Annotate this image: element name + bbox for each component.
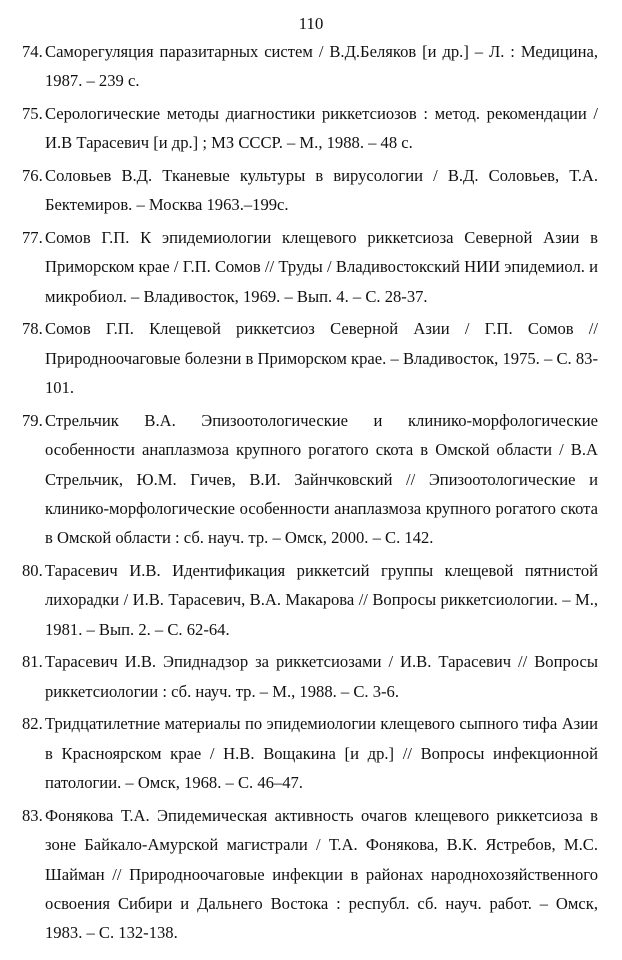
reference-item xyxy=(0,161,622,220)
reference-text: Тарасевич И.В. Идентификация риккетсий группы клещевой пятнистой лихорадки / И.В. Тарасевич, В.А. Макарова // Вопросы риккетсиологии. – М., 1981. – Вып. 2. – С. 62-64. xyxy=(45,561,598,639)
reference-number: 75. xyxy=(22,104,43,123)
reference-text: Стрельчик В.А. Эпизоотологические и клинико-морфологические особенности анаплазмоза крупного рогатого скота в Омской области / В.А Стрельчик, Ю.М. Гичев, В.И. Зайнчковский // Эпизоотологические и клинико-морфологические особенности анаплазмоза крупного рогатого скота в Омской области : сб. науч. тр. – Омск, 2000. – С. 142. xyxy=(45,410,598,548)
reference-number: 82. xyxy=(22,714,43,734)
reference-text: Сомов Г.П. К эпидемиологии клещевого риккетсиоза Северной Азии в Приморском крае / Г.П. Сомов // Труды / Владивостокский НИИ эпидемиол. и микробиол. – Владивосток, 1969. – Вып. 4. – С. 28-37. xyxy=(45,228,598,306)
reference-number: 79. xyxy=(22,410,43,430)
reference-list xyxy=(0,37,622,951)
reference-number: 78. xyxy=(22,319,43,339)
reference-number: 74. xyxy=(22,42,43,61)
reference-item xyxy=(0,99,622,158)
page-number: 110 xyxy=(298,14,324,33)
reference-item xyxy=(0,709,622,797)
reference-item xyxy=(0,37,622,96)
reference-item xyxy=(0,223,622,311)
reference-text: Фонякова Т.А. Эпидемическая активность очагов клещевого риккетсиоза в зоне Байкало-Амурской магистрали / Т.А. Фонякова, В.К. Ястребов, М.С. Шайман // Природноочаговые инфекции в районах народнохозяйственного освоения Сибири и Дальнего Востока : республ. сб. науч. работ. – Омск, 1983. – С. 132-138. xyxy=(45,805,598,943)
reference-number: 80. xyxy=(22,561,43,581)
reference-text: Тарасевич И.В. Эпиднадзор за риккетсиозами / И.В. Тарасевич // Вопросы риккетсиологии : сб. науч. тр. – М., 1988. – С. 3-6. xyxy=(45,652,598,701)
reference-item xyxy=(0,801,622,948)
reference-text: Соловьев В.Д. Тканевые культуры в вирусологии / В.Д. Соловьев, Т.А. Бектемиров. – Москва 1963.–199с. xyxy=(45,166,598,215)
reference-item xyxy=(0,556,622,644)
reference-number: 81. xyxy=(22,652,43,672)
reference-number: 77. xyxy=(22,228,43,247)
reference-number: 76. xyxy=(22,166,43,185)
reference-item xyxy=(0,314,622,402)
reference-text: Тридцатилетние материалы по эпидемиологии клещевого сыпного тифа Азии в Красноярском крае / Н.В. Вощакина [и др.] // Вопросы инфекционной патологии. – Омск, 1968. – С. 46–47. xyxy=(45,714,598,793)
reference-item xyxy=(0,647,622,706)
reference-text: Серологические методы диагностики риккетсиозов : метод. рекомендации / И.В Тарасевич [и др.] ; МЗ СССР. – М., 1988. – 48 с. xyxy=(45,104,598,153)
reference-text: Сомов Г.П. Клещевой риккетсиоз Северной Азии / Г.П. Сомов // Природноочаговые болезни в Приморском крае. – Владивосток, 1975. – С. 83-101. xyxy=(45,319,598,398)
reference-number: 83. xyxy=(22,805,43,825)
reference-text: Саморегуляция паразитарных систем / В.Д.Беляков [и др.] – Л. : Медицина, 1987. – 239 с. xyxy=(45,42,598,91)
reference-item xyxy=(0,406,622,553)
